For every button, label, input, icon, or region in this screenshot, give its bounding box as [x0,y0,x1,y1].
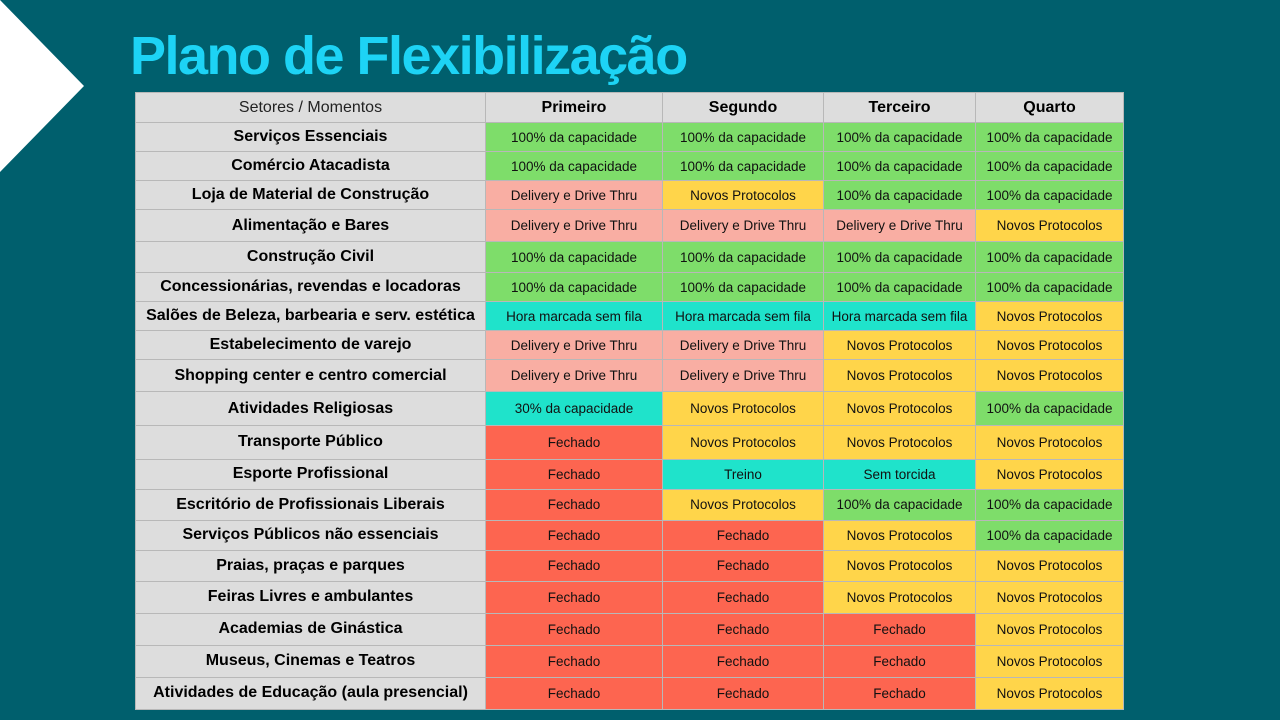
status-cell: Delivery e Drive Thru [663,360,824,392]
sector-label: Transporte Público [136,426,486,459]
status-cell: Hora marcada sem fila [486,302,663,331]
status-cell: 100% da capacidade [976,152,1124,181]
sector-label: Serviços Públicos não essenciais [136,520,486,550]
status-cell: 100% da capacidade [486,273,663,302]
table-row [136,181,1124,210]
header-row [136,93,1124,123]
status-cell: Delivery e Drive Thru [663,210,824,242]
status-cell: Novos Protocolos [976,331,1124,360]
column-header: Quarto [976,93,1124,123]
table-row [136,210,1124,242]
status-cell: 100% da capacidade [824,181,976,210]
status-cell: 100% da capacidade [486,242,663,273]
table-row [136,645,1124,677]
sector-label: Estabelecimento de varejo [136,331,486,360]
table-row [136,392,1124,426]
status-cell: Novos Protocolos [824,331,976,360]
status-cell: Fechado [824,677,976,709]
sector-label: Concessionárias, revendas e locadoras [136,273,486,302]
sector-label: Esporte Profissional [136,459,486,489]
sector-label: Alimentação e Bares [136,210,486,242]
status-cell: Fechado [824,613,976,645]
status-cell: 100% da capacidade [976,520,1124,550]
status-cell: 100% da capacidade [824,152,976,181]
status-cell: Delivery e Drive Thru [663,331,824,360]
status-cell: Fechado [663,550,824,581]
status-cell: Fechado [663,581,824,613]
status-cell: 100% da capacidade [976,273,1124,302]
column-header: Segundo [663,93,824,123]
status-cell: 100% da capacidade [486,123,663,152]
sector-label: Feiras Livres e ambulantes [136,581,486,613]
status-cell: Delivery e Drive Thru [486,331,663,360]
status-cell: Novos Protocolos [663,181,824,210]
status-cell: Novos Protocolos [824,550,976,581]
status-cell: Novos Protocolos [824,392,976,426]
status-cell: 100% da capacidade [976,489,1124,520]
sector-label: Museus, Cinemas e Teatros [136,645,486,677]
table-row [136,242,1124,273]
status-cell: Novos Protocolos [976,581,1124,613]
table-row [136,613,1124,645]
status-cell: Fechado [663,645,824,677]
status-cell: Hora marcada sem fila [824,302,976,331]
status-cell: 100% da capacidade [663,152,824,181]
sector-label: Serviços Essenciais [136,123,486,152]
status-cell: Novos Protocolos [976,210,1124,242]
status-cell: Fechado [486,489,663,520]
status-cell: Fechado [486,677,663,709]
status-cell: Fechado [486,645,663,677]
table-row [136,459,1124,489]
table-row [136,152,1124,181]
sector-label: Atividades Religiosas [136,392,486,426]
status-cell: 100% da capacidade [976,242,1124,273]
table-body [136,123,1124,710]
status-cell: Novos Protocolos [976,302,1124,331]
table-row [136,123,1124,152]
status-cell: 100% da capacidade [663,273,824,302]
status-cell: Fechado [663,677,824,709]
table-row [136,360,1124,392]
table-row [136,426,1124,459]
sector-label: Comércio Atacadista [136,152,486,181]
sector-label: Salões de Beleza, barbearia e serv. estética [136,302,486,331]
status-cell: 100% da capacidade [824,123,976,152]
status-cell: Fechado [663,613,824,645]
table-row [136,489,1124,520]
table-row [136,677,1124,709]
table-row [136,550,1124,581]
status-cell: 100% da capacidade [663,123,824,152]
status-cell: 100% da capacidade [824,242,976,273]
table-row [136,520,1124,550]
table-row [136,273,1124,302]
status-cell: Delivery e Drive Thru [486,360,663,392]
status-cell: Fechado [486,581,663,613]
status-cell: Fechado [486,613,663,645]
column-header: Primeiro [486,93,663,123]
status-cell: 100% da capacidade [976,181,1124,210]
status-cell: Sem torcida [824,459,976,489]
status-cell: 100% da capacidade [486,152,663,181]
sector-label: Escritório de Profissionais Liberais [136,489,486,520]
sector-label: Construção Civil [136,242,486,273]
status-cell: Novos Protocolos [976,645,1124,677]
status-cell: Novos Protocolos [976,426,1124,459]
status-cell: Novos Protocolos [976,550,1124,581]
status-cell: Novos Protocolos [824,360,976,392]
status-cell: Novos Protocolos [976,459,1124,489]
sector-label: Praias, praças e parques [136,550,486,581]
status-cell: Fechado [824,645,976,677]
sector-label: Atividades de Educação (aula presencial) [136,677,486,709]
status-cell: Novos Protocolos [976,613,1124,645]
status-cell: Fechado [486,550,663,581]
status-cell: Delivery e Drive Thru [486,210,663,242]
status-cell: Fechado [486,520,663,550]
sector-label: Shopping center e centro comercial [136,360,486,392]
flexibilization-table [135,92,1124,710]
status-cell: Delivery e Drive Thru [486,181,663,210]
status-cell: Novos Protocolos [824,520,976,550]
status-cell: 100% da capacidade [976,392,1124,426]
status-cell: Hora marcada sem fila [663,302,824,331]
status-cell: 100% da capacidade [824,489,976,520]
status-cell: Fechado [486,426,663,459]
status-cell: Novos Protocolos [976,360,1124,392]
status-cell: 100% da capacidade [663,242,824,273]
corner-header: Setores / Momentos [136,93,486,123]
table-row [136,331,1124,360]
column-header: Terceiro [824,93,976,123]
status-cell: Novos Protocolos [824,426,976,459]
status-cell: Novos Protocolos [976,677,1124,709]
status-cell: 100% da capacidade [976,123,1124,152]
sector-label: Academias de Ginástica [136,613,486,645]
status-cell: Fechado [486,459,663,489]
status-cell: Novos Protocolos [663,392,824,426]
status-cell: 100% da capacidade [824,273,976,302]
status-cell: Fechado [663,520,824,550]
status-cell: Novos Protocolos [663,426,824,459]
arrow-shape-icon [0,0,84,172]
page-title: Plano de Flexibilização [130,26,687,86]
sector-label: Loja de Material de Construção [136,181,486,210]
status-cell: 30% da capacidade [486,392,663,426]
status-cell: Novos Protocolos [824,581,976,613]
table-row [136,581,1124,613]
status-cell: Novos Protocolos [663,489,824,520]
status-cell: Delivery e Drive Thru [824,210,976,242]
status-cell: Treino [663,459,824,489]
table-row [136,302,1124,331]
